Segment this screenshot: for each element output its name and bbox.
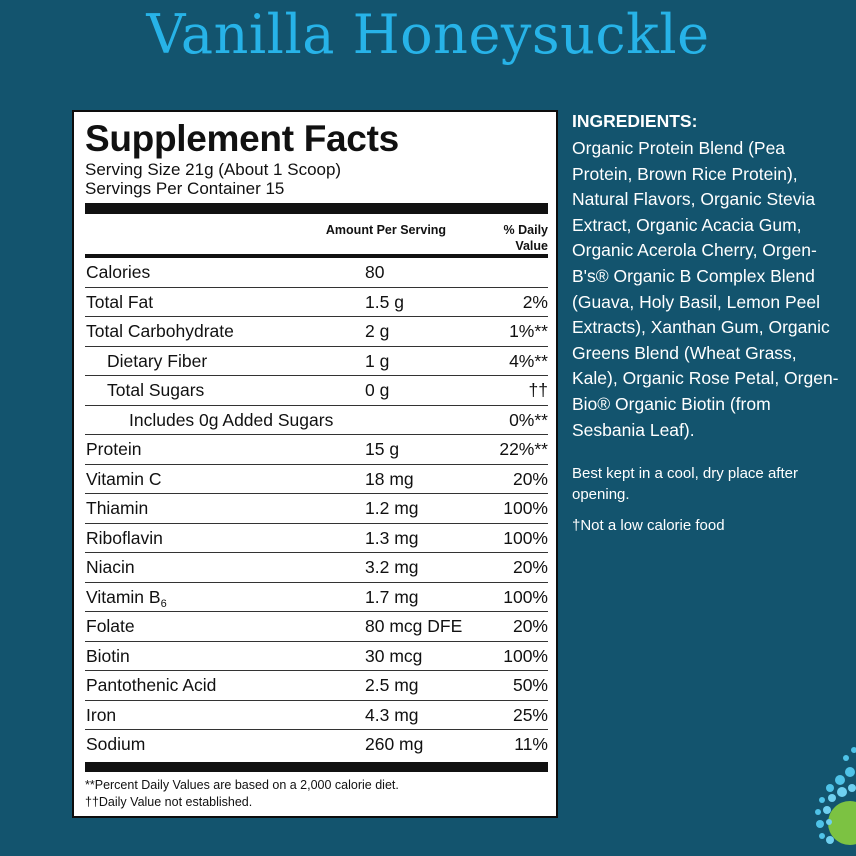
nutrient-subscript: 6: [160, 597, 167, 610]
nutrient-dv: 0%**: [509, 409, 548, 430]
nutrient-amount: 1.3 mg: [365, 527, 419, 548]
supplement-facts-heading: Supplement Facts: [85, 118, 399, 159]
nutrient-name: Iron: [86, 704, 117, 725]
nutrient-name: Sodium: [86, 734, 146, 754]
table-row: [85, 701, 548, 731]
nutrient-dv: 20%: [512, 616, 548, 636]
nutrient-amount: 1.5 g: [365, 291, 404, 312]
amount-per-serving-header: Amount Per Serving: [325, 223, 447, 237]
bottom-divider: [85, 762, 548, 772]
nutrient-name: Protein: [86, 439, 142, 459]
nutrient-amount: 3.2 mg: [365, 557, 419, 577]
table-row: [85, 671, 548, 701]
nutrient-dv: 2%: [522, 291, 548, 312]
nutrient-dv: 25%: [512, 704, 548, 725]
thick-divider: [85, 203, 548, 214]
ingredients-text: Organic Protein Blend (Pea Protein, Brown Rice Protein), Natural Flavors, Organic Stevia Extract, Organic Acacia Gum, Organic Acerola Cherry, Orgen-B's® Organic B Complex Blend (Guava, Holy Basil, Lemon Peel Extracts), Xanthan Gum, Organic Greens Blend (Wheat Grass, Kale), Organic Rose Petal, Orgen-Bio® Organic Biotin (from Sesbania Leaf).: [572, 138, 839, 440]
nutrient-amount: 1.2 mg: [365, 498, 419, 518]
nutrient-amount: 15 g: [365, 439, 400, 459]
nutrient-table: [85, 258, 548, 759]
storage-note: Best kept in a cool, dry place after opening.: [572, 465, 798, 504]
nutrient-dv: 100%: [503, 498, 548, 518]
table-row: [85, 524, 548, 554]
nutrient-amount: 260 mg: [365, 734, 424, 754]
nutrient-dv: 100%: [503, 527, 548, 548]
footnotes: [85, 777, 548, 811]
nutrient-dv: 20%: [512, 468, 548, 489]
ingredients-column: [572, 110, 842, 536]
nutrient-amount: 0 g: [365, 380, 390, 400]
table-row: [85, 553, 548, 583]
table-row: [85, 465, 548, 495]
nutrient-name: Vitamin C: [86, 468, 162, 489]
nutrient-name: Total Sugars: [107, 380, 205, 400]
table-row: [85, 435, 548, 465]
product-title: Vanilla Honeysuckle: [146, 3, 710, 66]
table-row: [85, 317, 548, 347]
nutrient-name: Includes 0g Added Sugars: [129, 409, 334, 430]
table-row: [85, 612, 548, 642]
footnote-daily-values: **Percent Daily Values are based on a 2,000 calorie diet.: [85, 777, 399, 792]
nutrient-dv: 50%: [512, 675, 548, 695]
nutrient-amount: 80: [365, 262, 385, 282]
table-row: [85, 406, 548, 436]
nutrient-name: Calories: [86, 262, 151, 282]
table-row: [85, 288, 548, 318]
nutrient-amount: 30 mcg: [365, 645, 423, 666]
footnote-not-established: ††Daily Value not established.: [85, 794, 253, 809]
nutrient-amount: 4.3 mg: [365, 704, 419, 725]
nutrient-name: Total Fat: [86, 291, 154, 312]
decorative-bubbles-icon: [800, 728, 856, 856]
nutrient-name: Folate: [86, 616, 135, 636]
table-row: [85, 583, 548, 613]
nutrient-amount: 2 g: [365, 321, 390, 341]
nutrient-dv: 100%: [503, 645, 548, 666]
nutrient-name: Biotin: [86, 645, 130, 666]
table-row: [85, 730, 548, 759]
table-row: [85, 376, 548, 406]
nutrient-amount: 18 mg: [365, 468, 414, 489]
nutrient-name: [86, 583, 167, 615]
nutrient-dv: ††: [528, 380, 548, 400]
ingredients-title: INGREDIENTS:: [572, 111, 698, 131]
table-row: [85, 258, 548, 288]
column-headers: [85, 214, 548, 254]
daily-value-header: % Daily Value: [503, 223, 548, 253]
nutrient-dv: 20%: [512, 557, 548, 577]
nutrient-amount: 80 mcg DFE: [365, 616, 463, 636]
supplement-facts-panel: [72, 110, 558, 818]
nutrient-name: Dietary Fiber: [107, 350, 208, 371]
nutrient-amount: 1 g: [365, 350, 390, 371]
table-row: [85, 494, 548, 524]
table-row: [85, 642, 548, 672]
nutrient-dv: 1%**: [509, 321, 548, 341]
table-row: [85, 347, 548, 377]
nutrient-name: Total Carbohydrate: [86, 321, 234, 341]
nutrient-dv: 22%**: [499, 439, 548, 459]
serving-size: Serving Size 21g (About 1 Scoop): [85, 160, 342, 179]
nutrient-name: Riboflavin: [86, 527, 163, 548]
nutrient-amount: 2.5 mg: [365, 675, 419, 695]
calorie-note: †Not a low calorie food: [572, 517, 725, 535]
nutrient-dv: 11%: [514, 734, 548, 754]
nutrient-name: Pantothenic Acid: [86, 675, 217, 695]
nutrient-name-text: Vitamin B: [86, 586, 161, 607]
nutrient-name: Niacin: [86, 557, 135, 577]
nutrient-name: Thiamin: [86, 498, 149, 518]
nutrient-dv: 4%**: [509, 350, 548, 371]
nutrient-amount: 1.7 mg: [365, 586, 419, 607]
nutrient-dv: 100%: [503, 586, 548, 607]
servings-per-container: Servings Per Container 15: [85, 179, 285, 198]
